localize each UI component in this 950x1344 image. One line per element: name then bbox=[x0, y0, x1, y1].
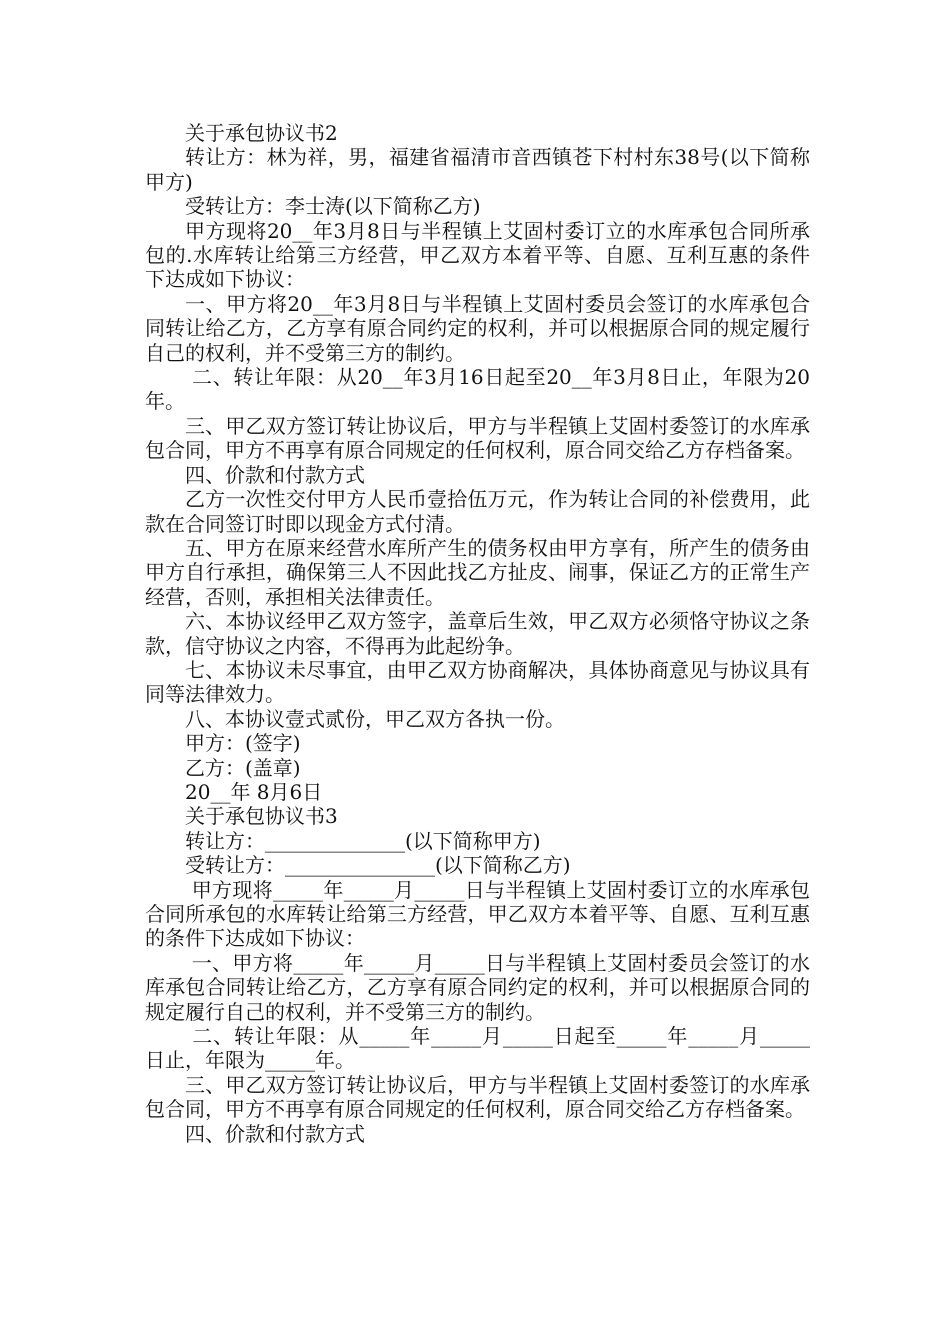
transferee-line: 受转让方：李士涛(以下简称乙方) bbox=[185, 194, 481, 219]
clause-5: 五、甲方在原来经营水库所产生的债务权由甲方享有，所产生的债务由甲方自行承担，确保第三人不因此找乙方扯皮、闹事，保证乙方的正常生产经营，否则，承担相关法律责任。 bbox=[145, 535, 810, 609]
clause-3: 三、甲乙双方签订转让协议后，甲方与半程镇上艾固村委签订的水库承包合同，甲方不再享有原合同规定的任何权利，原合同交给乙方存档备案。 bbox=[145, 413, 810, 463]
clause-8: 八、本协议壹式贰份，甲乙双方各执一份。 bbox=[185, 706, 565, 731]
clause-4-body: 乙方一次性交付甲方人民币壹拾伍万元，作为转让合同的补偿费用，此款在合同签订时即以现金方式付清。 bbox=[145, 487, 810, 536]
transferee-blank-line: 受转让方：_______________(以下简称乙方) bbox=[185, 853, 571, 878]
clause-4-heading: 四、价款和付款方式 bbox=[185, 462, 365, 487]
clause-3-repeat: 三、甲乙双方签订转让协议后，甲方与半程镇上艾固村委签订的水库承包合同，甲方不再享有原合同规定的任何权利，原合同交给乙方存档备案。 bbox=[145, 1072, 810, 1122]
transferor-blank-line: 转让方：______________(以下简称甲方) bbox=[185, 828, 541, 853]
signing-date: 20__年 8月6日 bbox=[185, 779, 323, 804]
preamble-paragraph: 甲方现将20__年3月8日与半程镇上艾固村委订立的水库承包合同所承包的.水库转让给第三方经营，甲乙双方本着平等、自愿、互利互惠的条件下达成如下协议： bbox=[145, 218, 810, 292]
clause-1: 一、甲方将20__年3月8日与半程镇上艾固村委员会签订的水库承包合同转让给乙方，乙方享有原合同约定的权利，并可以根据原合同的规定履行自己的权利，并不受第三方的制约。 bbox=[145, 291, 810, 365]
clause-2-blank: 二、转让年限：从_____年_____月_____日起至_____年_____月_____日止，年限为_____年。 bbox=[145, 1024, 811, 1073]
preamble-blank-paragraph: 甲方现将_____年_____月_____日与半程镇上艾固村委订立的水库承包合同所承包的水库转让给第三方经营，甲乙双方本着平等、自愿、互利互惠的条件下达成如下协议： bbox=[145, 877, 811, 951]
doc-title-3: 关于承包协议书3 bbox=[185, 804, 338, 829]
clause-6: 六、本协议经甲乙双方签字，盖章后生效，甲乙双方必须恪守协议之条款，信守协议之内容，不得再为此起纷争。 bbox=[145, 609, 810, 658]
clause-4-heading-repeat: 四、价款和付款方式 bbox=[185, 1121, 365, 1146]
clause-7: 七、本协议未尽事宜，由甲乙双方协商解决，具体协商意见与协议具有同等法律效力。 bbox=[145, 657, 810, 707]
transferor-line: 转让方：林为祥，男，福建省福清市音西镇苍下村村东38号(以下简称甲方) bbox=[145, 145, 810, 194]
clause-1-blank: 一、甲方将_____年_____月_____日与半程镇上艾固村委员会签订的水库承包合同转让给乙方，乙方享有原合同约定的权利，并可以根据原合同的规定履行自己的权利，并不受第三方的制约。 bbox=[145, 950, 811, 1024]
doc-title-2: 关于承包协议书2 bbox=[185, 121, 338, 145]
document-body bbox=[145, 121, 810, 1146]
party-b-seal: 乙方：(盖章) bbox=[185, 755, 301, 780]
clause-2: 二、转让年限：从20__年3月16日起至20__年3月8日止，年限为20年。 bbox=[145, 365, 810, 414]
party-a-signature: 甲方：(签字) bbox=[185, 731, 301, 756]
